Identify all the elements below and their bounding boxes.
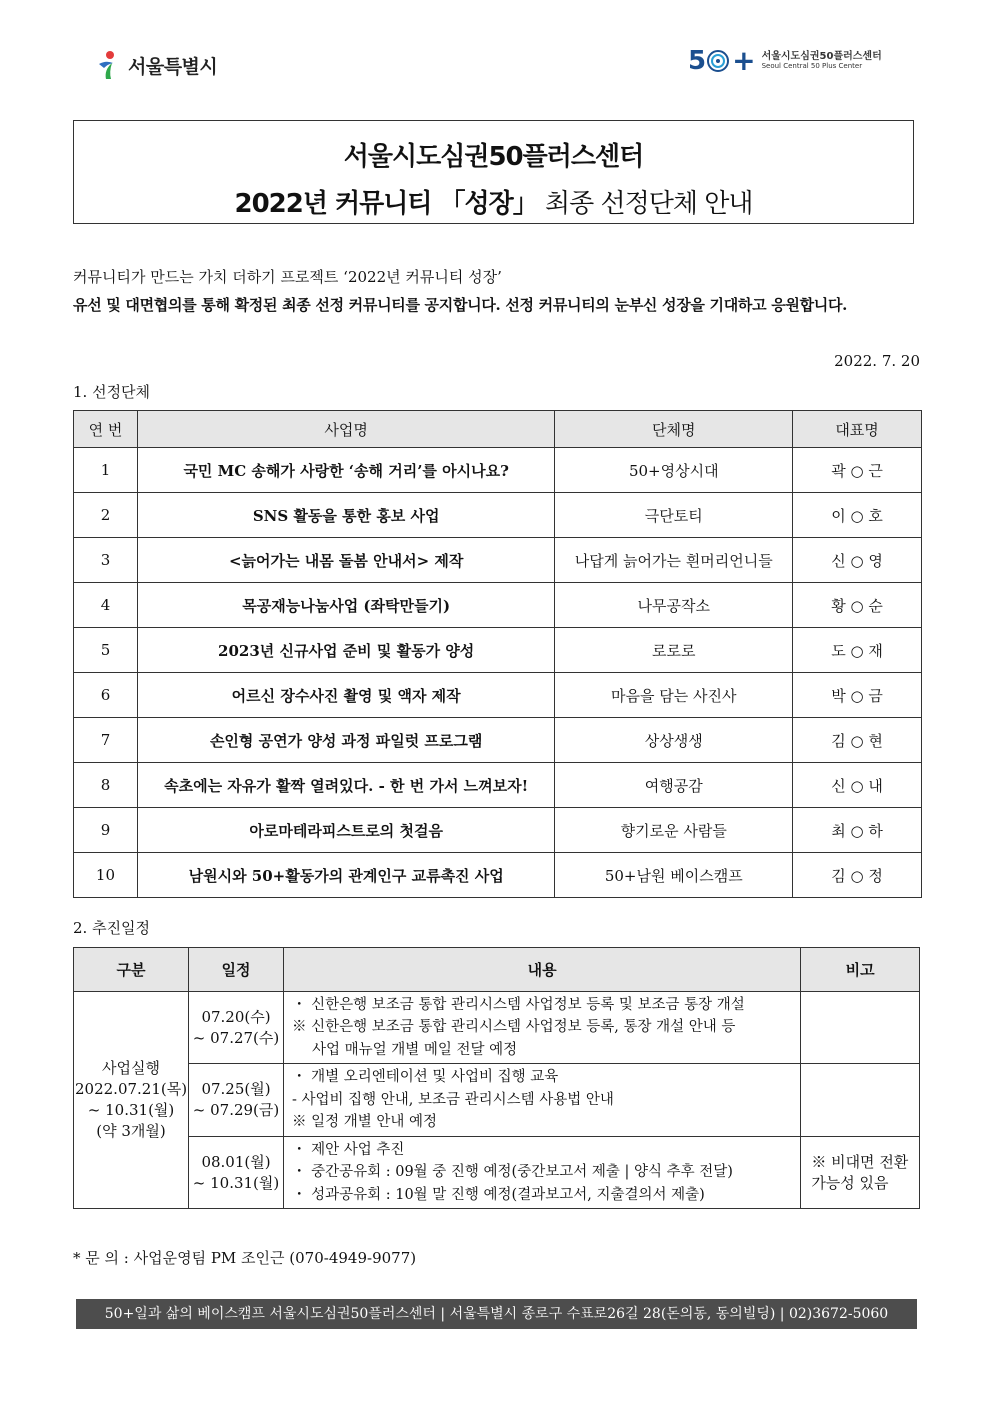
representative-name: 김 ○ 정 bbox=[793, 853, 922, 898]
representative-name: 김 ○ 현 bbox=[793, 718, 922, 763]
group-name: 마음을 담는 사진사 bbox=[555, 673, 793, 718]
row-number: 9 bbox=[74, 808, 138, 853]
table-row bbox=[74, 673, 922, 718]
col-header-note: 비고 bbox=[801, 948, 920, 992]
schedule-note bbox=[801, 1064, 920, 1136]
project-name: 손인형 공연가 양성 과정 파일럿 프로그램 bbox=[137, 718, 554, 763]
row-number: 5 bbox=[74, 628, 138, 673]
footer-bar: 50+일과 삶의 베이스캠프 서울시도심권50플러스센터 | 서울특별시 종로구 수표로26길 28(돈의동, 동의빌딩) | 02)3672-5060 bbox=[76, 1299, 917, 1329]
table-row bbox=[74, 583, 922, 628]
representative-name: 도 ○ 재 bbox=[793, 628, 922, 673]
row-number: 10 bbox=[74, 853, 138, 898]
table-row bbox=[74, 808, 922, 853]
intro-line1: 커뮤니티가 만드는 가치 더하기 프로젝트 ‘2022년 커뮤니티 성장’ bbox=[73, 268, 502, 286]
table-row bbox=[74, 763, 922, 808]
col-header-date: 일정 bbox=[189, 948, 284, 992]
group-name: 50+영상시대 bbox=[555, 448, 793, 493]
table-row bbox=[74, 718, 922, 763]
table-row bbox=[74, 448, 922, 493]
project-name: 어르신 장수사진 촬영 및 액자 제작 bbox=[137, 673, 554, 718]
project-name: 속초에는 자유가 활짝 열려있다. - 한 번 가서 느껴보자! bbox=[137, 763, 554, 808]
schedule-table bbox=[73, 947, 920, 1209]
project-name: 국민 MC 송해가 사랑한 ‘송해 거리’를 아시나요? bbox=[137, 448, 554, 493]
representative-name: 신 ○ 내 bbox=[793, 763, 922, 808]
project-name: 목공재능나눔사업 (좌탁만들기) bbox=[137, 583, 554, 628]
schedule-category: 사업실행 2022.07.21(목) ~ 10.31(월) (약 3개월) bbox=[74, 992, 189, 1209]
row-number: 6 bbox=[74, 673, 138, 718]
schedule-date: 07.25(월) ~ 07.29(금) bbox=[189, 1064, 284, 1136]
schedule-note bbox=[801, 992, 920, 1064]
schedule-row bbox=[74, 992, 920, 1064]
group-name: 향기로운 사람들 bbox=[555, 808, 793, 853]
schedule-date: 08.01(월) ~ 10.31(월) bbox=[189, 1136, 284, 1208]
table-row bbox=[74, 628, 922, 673]
representative-name: 곽 ○ 근 bbox=[793, 448, 922, 493]
row-number: 7 bbox=[74, 718, 138, 763]
center-logo bbox=[688, 44, 882, 77]
center-name-kor: 서울시도심권50플러스센터 bbox=[761, 50, 882, 62]
section2-title: 2. 추진일정 bbox=[73, 919, 151, 937]
title-line2: 2022년 커뮤니티 「성장」 최종 선정단체 안내 bbox=[234, 189, 753, 219]
representative-name: 박 ○ 금 bbox=[793, 673, 922, 718]
title-line1: 서울시도심권50플러스센터 bbox=[343, 142, 644, 172]
row-number: 1 bbox=[74, 448, 138, 493]
col-header-group: 단체명 bbox=[555, 411, 793, 448]
group-name: 50+남원 베이스캠프 bbox=[555, 853, 793, 898]
group-name: 나무공작소 bbox=[555, 583, 793, 628]
project-name: <늙어가는 내몸 돌봄 안내서> 제작 bbox=[137, 538, 554, 583]
table-row bbox=[74, 853, 922, 898]
representative-name: 최 ○ 하 bbox=[793, 808, 922, 853]
project-name: 남원시와 50+활동가의 관계인구 교류촉진 사업 bbox=[137, 853, 554, 898]
schedule-content: ・ 개별 오리엔테이션 및 사업비 집행 교육 - 사업비 집행 안내, 보조금 관리시스템 사용법 안내 ※ 일정 개별 안내 예정 bbox=[283, 1064, 800, 1136]
notice-date: 2022. 7. 20 bbox=[834, 352, 920, 370]
selection-table bbox=[73, 410, 922, 898]
title-box bbox=[73, 120, 914, 224]
schedule-note: ※ 비대면 전환 가능성 있음 bbox=[801, 1136, 920, 1208]
row-number: 2 bbox=[74, 493, 138, 538]
section1-title: 1. 선정단체 bbox=[73, 383, 151, 401]
project-name: 아로마테라피스트로의 첫걸음 bbox=[137, 808, 554, 853]
col-header-project: 사업명 bbox=[137, 411, 554, 448]
selection-table-header bbox=[74, 411, 922, 448]
group-name: 로로로 bbox=[555, 628, 793, 673]
col-header-no: 연 번 bbox=[74, 411, 138, 448]
ring-icon bbox=[706, 49, 730, 73]
table-row bbox=[74, 538, 922, 583]
project-name: 2023년 신규사업 준비 및 활동가 양성 bbox=[137, 628, 554, 673]
col-header-category: 구분 bbox=[74, 948, 189, 992]
representative-name: 이 ○ 호 bbox=[793, 493, 922, 538]
col-header-content: 내용 bbox=[283, 948, 800, 992]
seoul-logo-icon bbox=[96, 50, 122, 80]
contact-info: * 문 의 : 사업운영팀 PM 조인근 (070-4949-9077) bbox=[73, 1249, 417, 1267]
row-number: 3 bbox=[74, 538, 138, 583]
center-name-eng: Seoul Central 50 Plus Center bbox=[761, 62, 863, 71]
row-number: 8 bbox=[74, 763, 138, 808]
schedule-row bbox=[74, 1136, 920, 1208]
seoul-logo-text: 서울특별시 bbox=[128, 55, 218, 78]
seoul-city-logo bbox=[96, 48, 217, 82]
group-name: 나답게 늙어가는 흰머리언니들 bbox=[555, 538, 793, 583]
schedule-content: ・ 신한은행 보조금 통합 관리시스템 사업정보 등록 및 보조금 통장 개설 ※ 신한은행 보조금 통합 관리시스템 사업정보 등록, 통장 개설 안내 등 사업 매뉴얼 개별 메일 전달 예정 bbox=[283, 992, 800, 1064]
schedule-row bbox=[74, 1064, 920, 1136]
intro-line2: 유선 및 대면협의를 통해 확정된 최종 선정 커뮤니티를 공지합니다. 선정 커뮤니티의 눈부신 성장을 기대하고 응원합니다. bbox=[73, 296, 848, 314]
schedule-content: ・ 제안 사업 추진 ・ 중간공유회 : 09월 중 진행 예정(중간보고서 제출 | 양식 추후 전달) ・ 성과공유회 : 10월 말 진행 예정(결과보고서, 지출결의서 제출) bbox=[283, 1136, 800, 1208]
representative-name: 황 ○ 순 bbox=[793, 583, 922, 628]
col-header-rep: 대표명 bbox=[793, 411, 922, 448]
group-name: 여행공감 bbox=[555, 763, 793, 808]
group-name: 극단토티 bbox=[555, 493, 793, 538]
row-number: 4 bbox=[74, 583, 138, 628]
project-name: SNS 활동을 통한 홍보 사업 bbox=[137, 493, 554, 538]
table-row bbox=[74, 493, 922, 538]
center-logo-mark: 5 + bbox=[688, 44, 756, 77]
group-name: 상상생생 bbox=[555, 718, 793, 763]
schedule-date: 07.20(수) ~ 07.27(수) bbox=[189, 992, 284, 1064]
schedule-table-header bbox=[74, 948, 920, 992]
representative-name: 신 ○ 영 bbox=[793, 538, 922, 583]
